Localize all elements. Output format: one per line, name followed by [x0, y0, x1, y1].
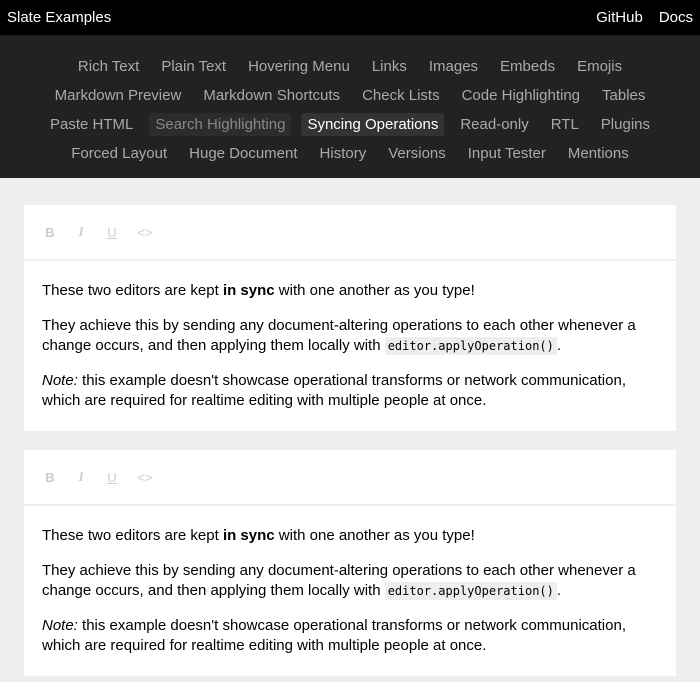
italic-text: Note: — [42, 372, 78, 389]
bold-button[interactable]: B — [45, 469, 55, 485]
paragraph[interactable]: They achieve this by sending any document-altering operations to each other whenever a change occurs, and then applying them locally with editor.applyOperation() . — [42, 562, 636, 599]
tab-versions[interactable]: Versions — [388, 145, 446, 162]
code-button[interactable]: <> — [137, 469, 153, 485]
docs-link[interactable]: Docs — [658, 9, 693, 26]
tab-rtl[interactable]: RTL — [550, 116, 579, 133]
github-link[interactable]: GitHub — [596, 9, 643, 26]
editors-area — [0, 178, 700, 676]
tab-paste-html[interactable]: Paste HTML — [50, 116, 134, 133]
underline-button[interactable]: U — [107, 224, 117, 240]
paragraph[interactable]: They achieve this by sending any document-altering operations to each other whenever a change occurs, and then applying them locally with editor.applyOperation() . — [42, 317, 636, 354]
tab-links[interactable]: Links — [371, 58, 407, 75]
tab-rich-text[interactable]: Rich Text — [77, 58, 140, 75]
paragraph[interactable]: These two editors are kept in sync with one another as you type! — [42, 527, 475, 544]
tab-forced-layout[interactable]: Forced Layout — [71, 145, 168, 162]
tab-check-lists[interactable]: Check Lists — [362, 87, 440, 104]
tab-input-tester[interactable]: Input Tester — [467, 145, 546, 162]
code-button[interactable]: <> — [137, 224, 153, 240]
italic-text: Note: — [42, 617, 78, 634]
tab-plugins[interactable]: Plugins — [600, 116, 650, 133]
tab-hovering-menu[interactable]: Hovering Menu — [248, 58, 350, 75]
tab-huge-document[interactable]: Huge Document — [189, 145, 298, 162]
editor-body[interactable] — [24, 506, 676, 676]
bold-button[interactable]: B — [45, 224, 55, 240]
tab-plain-text[interactable]: Plain Text — [161, 58, 227, 75]
editor-body[interactable] — [24, 261, 676, 431]
tab-markdown-shortcuts[interactable]: Markdown Shortcuts — [203, 87, 341, 104]
example-tabs — [0, 35, 700, 178]
tab-syncing-operations[interactable]: Syncing Operations — [301, 113, 444, 136]
tab-row — [0, 52, 700, 81]
app-title[interactable]: Slate Examples — [7, 9, 112, 26]
editor-toolbar — [24, 450, 676, 506]
inline-code: editor.applyOperation() — [385, 337, 557, 355]
bold-text: in sync — [222, 527, 275, 544]
tab-emojis[interactable]: Emojis — [577, 58, 623, 75]
inline-code: editor.applyOperation() — [385, 582, 557, 600]
tab-embeds[interactable]: Embeds — [500, 58, 556, 75]
bold-text: in sync — [222, 282, 275, 299]
tab-read-only[interactable]: Read-only — [460, 116, 529, 133]
paragraph[interactable]: Note: this example doesn't showcase operational transforms or network communication, which are required for realtime editing with multiple people at once. — [42, 372, 626, 409]
italic-button[interactable]: I — [78, 224, 84, 239]
tab-row — [0, 110, 700, 139]
paragraph[interactable]: These two editors are kept in sync with one another as you type! — [42, 282, 475, 299]
tab-code-highlighting[interactable]: Code Highlighting — [461, 87, 581, 104]
tab-images[interactable]: Images — [428, 58, 479, 75]
tab-markdown-preview[interactable]: Markdown Preview — [54, 87, 182, 104]
top-bar — [0, 0, 700, 35]
editor-one — [24, 205, 676, 431]
tab-mentions[interactable]: Mentions — [567, 145, 629, 162]
tab-row — [0, 81, 700, 110]
header-links — [596, 9, 693, 26]
italic-button[interactable]: I — [78, 469, 84, 484]
tab-search-highlighting[interactable]: Search Highlighting — [149, 113, 291, 136]
tab-history[interactable]: History — [319, 145, 367, 162]
editor-toolbar — [24, 205, 676, 261]
underline-button[interactable]: U — [107, 469, 117, 485]
tab-tables[interactable]: Tables — [602, 87, 646, 104]
paragraph[interactable]: Note: this example doesn't showcase operational transforms or network communication, which are required for realtime editing with multiple people at once. — [42, 617, 626, 654]
editor-two — [24, 450, 676, 676]
tab-row — [0, 139, 700, 168]
